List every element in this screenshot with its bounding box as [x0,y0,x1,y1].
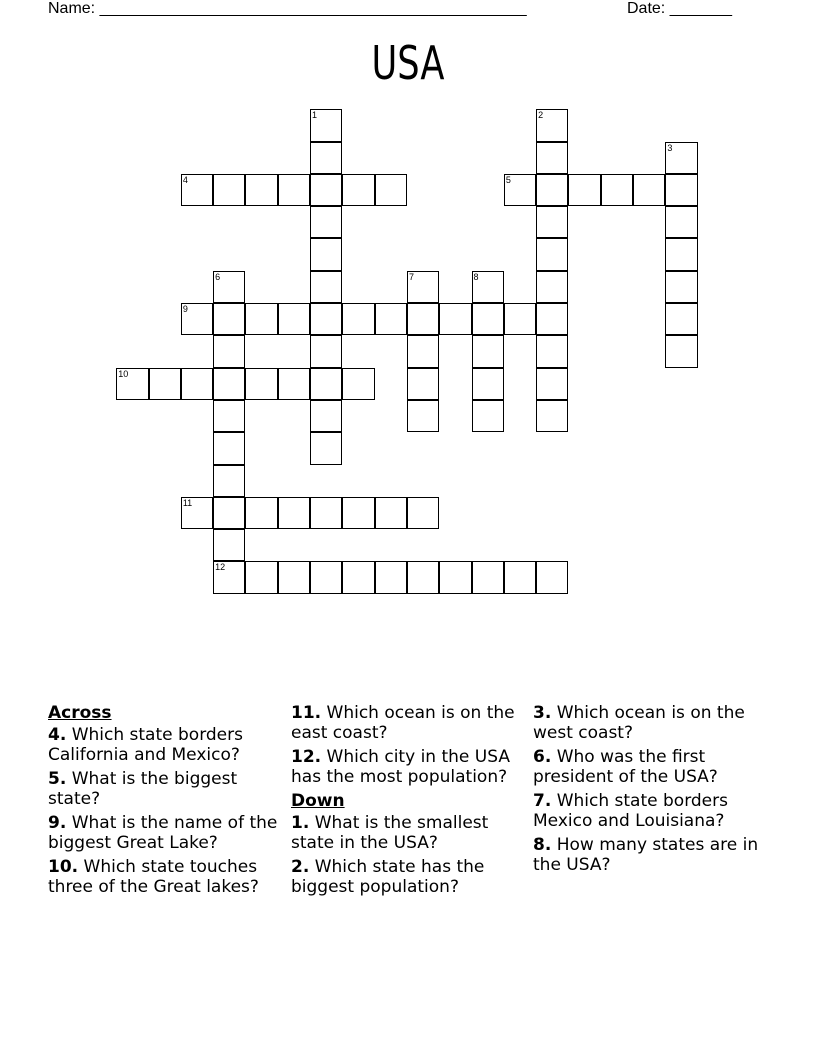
crossword-cell[interactable] [375,497,407,529]
clue-number: 10. [48,857,79,877]
clue-text: Which state borders California and Mexico? [48,725,243,765]
crossword-cell[interactable] [310,368,342,400]
crossword-cell[interactable] [472,400,504,432]
crossword-cell[interactable] [536,335,568,367]
clue-number-label: 6 [215,271,221,282]
crossword-cell[interactable] [213,271,245,303]
clue-text: Which state has the biggest population? [291,857,485,897]
clue-across-11 [291,703,521,743]
crossword-cell[interactable] [310,206,342,238]
crossword-cell[interactable] [213,174,245,206]
date-field[interactable]: Date: _______ [627,0,732,17]
crossword-cell[interactable] [213,335,245,367]
clue-number-label: 9 [182,304,188,315]
clue-down-1 [291,813,521,853]
crossword-cell[interactable] [472,561,504,593]
clue-text: What is the name of the biggest Great Lake? [48,813,278,853]
crossword-cell[interactable] [504,561,536,593]
crossword-cell[interactable] [536,271,568,303]
clue-number-label: 11 [182,497,193,508]
clue-column-3 [533,703,763,879]
clue-number-label: 12 [215,562,226,573]
crossword-cell[interactable] [278,561,310,593]
crossword-cell[interactable] [342,561,374,593]
crossword-cell[interactable] [342,174,374,206]
across-heading: Across [48,703,112,723]
crossword-cell[interactable] [504,303,536,335]
crossword-cell[interactable] [310,400,342,432]
crossword-cell[interactable] [601,174,633,206]
crossword-cell[interactable] [213,432,245,464]
crossword-cell[interactable] [665,174,697,206]
crossword-cell[interactable] [536,303,568,335]
crossword-cell[interactable] [116,368,148,400]
crossword-cell[interactable] [213,497,245,529]
clue-number: 4. [48,725,67,745]
clue-across-9 [48,813,278,853]
clue-number-label: 7 [408,271,414,282]
clue-column-2 [291,703,521,901]
crossword-cell[interactable] [407,368,439,400]
crossword-cell[interactable] [181,497,213,529]
crossword-cell[interactable] [245,497,277,529]
clue-number: 12. [291,747,322,767]
crossword-cell[interactable] [375,561,407,593]
clue-number: 6. [533,747,552,767]
crossword-cell[interactable] [536,142,568,174]
down-heading: Down [291,791,345,811]
clue-number-label: 5 [505,174,511,185]
crossword-cell[interactable] [310,335,342,367]
clue-down-6 [533,747,763,787]
clue-down-8 [533,835,763,875]
name-field[interactable]: Name: ________________________________________________ [48,0,527,17]
clue-down-7 [533,791,763,831]
crossword-cell[interactable] [213,303,245,335]
clue-number: 5. [48,769,67,789]
crossword-cell[interactable] [278,303,310,335]
clue-across-5 [48,769,278,809]
crossword-cell[interactable] [407,497,439,529]
crossword-cell[interactable] [213,465,245,497]
clue-number: 9. [48,813,67,833]
crossword-cell[interactable] [504,174,536,206]
clue-number-label: 3 [667,142,673,153]
crossword-cell[interactable] [213,400,245,432]
clue-number: 2. [291,857,310,877]
crossword-cell[interactable] [342,303,374,335]
crossword-cell[interactable] [181,174,213,206]
crossword-cell[interactable] [245,561,277,593]
crossword-cell[interactable] [245,174,277,206]
clue-text: Which ocean is on the east coast? [291,703,515,743]
crossword-cell[interactable] [181,303,213,335]
crossword-cell[interactable] [407,400,439,432]
crossword-cell[interactable] [407,335,439,367]
clue-down-3 [533,703,763,743]
crossword-cell[interactable] [407,561,439,593]
clue-number-label: 8 [473,271,479,282]
crossword-cell[interactable] [407,303,439,335]
clue-number-label: 1 [312,110,318,121]
clue-across-12 [291,747,521,787]
clue-text: What is the biggest state? [48,769,238,809]
crossword-cell[interactable] [213,561,245,593]
crossword-cell[interactable] [342,497,374,529]
crossword-cell[interactable] [310,303,342,335]
clue-across-10 [48,857,278,897]
clue-text: Which city in the USA has the most population? [291,747,510,787]
crossword-cell[interactable] [245,368,277,400]
crossword-cell[interactable] [665,303,697,335]
crossword-cell[interactable] [439,561,471,593]
crossword-cell[interactable] [278,174,310,206]
crossword-cell[interactable] [536,561,568,593]
clue-number-label: 10 [118,368,129,379]
crossword-cell[interactable] [536,400,568,432]
crossword-cell[interactable] [213,368,245,400]
crossword-cell[interactable] [472,271,504,303]
crossword-cell[interactable] [181,368,213,400]
crossword-cell[interactable] [665,206,697,238]
crossword-cell[interactable] [375,174,407,206]
clue-text: Which state borders Mexico and Louisiana? [533,791,728,831]
clue-across-4 [48,725,278,765]
clue-number: 7. [533,791,552,811]
clue-number: 1. [291,813,310,833]
clue-down-2 [291,857,521,897]
crossword-cell[interactable] [278,497,310,529]
crossword-cell[interactable] [310,561,342,593]
clue-text: How many states are in the USA? [533,835,759,875]
crossword-cell[interactable] [407,271,439,303]
crossword-cell[interactable] [472,368,504,400]
crossword-cell[interactable] [536,206,568,238]
crossword-cell[interactable] [310,174,342,206]
crossword-cell[interactable] [536,238,568,270]
crossword-cell[interactable] [278,368,310,400]
crossword-cell[interactable] [310,109,342,141]
crossword-cell[interactable] [633,174,665,206]
crossword-cell[interactable] [310,142,342,174]
crossword-cell[interactable] [310,238,342,270]
crossword-cell[interactable] [665,142,697,174]
crossword-cell[interactable] [665,271,697,303]
clue-number-label: 2 [538,110,544,121]
clue-text: Who was the first president of the USA? [533,747,718,787]
clue-text: Which ocean is on the west coast? [533,703,745,743]
crossword-cell[interactable] [245,303,277,335]
crossword-cell[interactable] [310,497,342,529]
clue-text: Which state touches three of the Great lakes? [48,857,259,897]
crossword-cell[interactable] [536,174,568,206]
clue-number: 3. [533,703,552,723]
clue-number: 11. [291,703,322,723]
crossword-cell[interactable] [342,368,374,400]
crossword-cell[interactable] [472,335,504,367]
crossword-cell[interactable] [568,174,600,206]
crossword-cell[interactable] [375,303,407,335]
crossword-cell[interactable] [310,271,342,303]
clue-text: What is the smallest state in the USA? [291,813,489,853]
page-title: USA [371,36,445,90]
crossword-cell[interactable] [439,303,471,335]
crossword-cell[interactable] [536,368,568,400]
crossword-cell[interactable] [536,109,568,141]
clue-column-1 [48,703,278,901]
clue-number: 8. [533,835,552,855]
crossword-cell[interactable] [149,368,181,400]
crossword-cell[interactable] [665,238,697,270]
crossword-cell[interactable] [472,303,504,335]
crossword-cell[interactable] [665,335,697,367]
crossword-cell[interactable] [213,529,245,561]
clue-number-label: 4 [182,174,188,185]
crossword-cell[interactable] [310,432,342,464]
